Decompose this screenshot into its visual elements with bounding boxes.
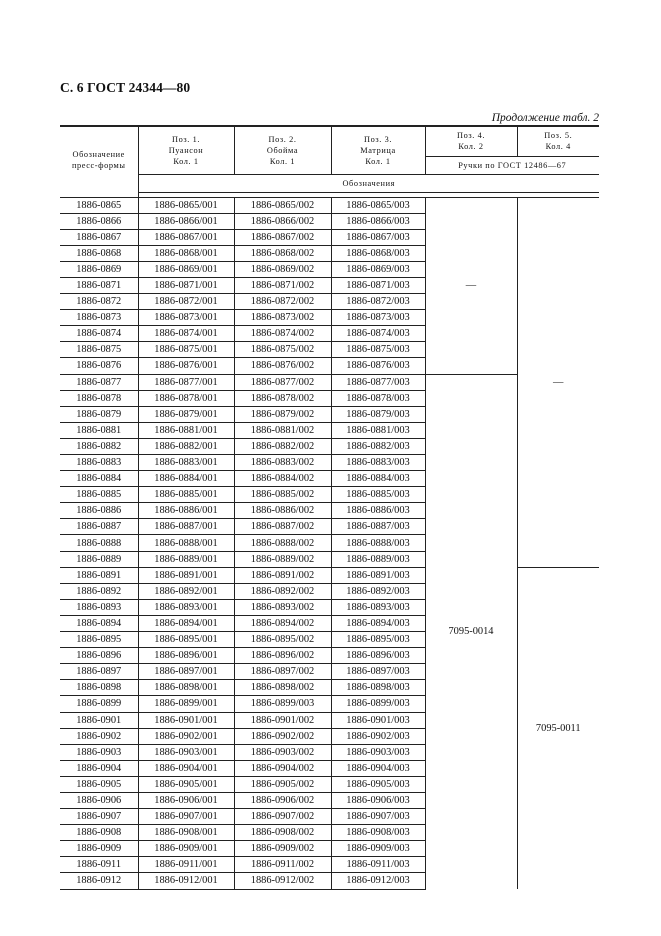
cell-punch: 1886-0899/001 bbox=[138, 696, 234, 712]
cell-die: 1886-0886/003 bbox=[331, 503, 425, 519]
cell-press-form: 1886-0889 bbox=[60, 551, 138, 567]
cell-press-form: 1886-0878 bbox=[60, 390, 138, 406]
table-row bbox=[60, 197, 599, 213]
cell-press-form: 1886-0892 bbox=[60, 583, 138, 599]
cell-holder: 1886-0895/002 bbox=[234, 632, 331, 648]
cell-punch: 1886-0887/001 bbox=[138, 519, 234, 535]
cell-press-form: 1886-0911 bbox=[60, 857, 138, 873]
header-line: Кол. 1 bbox=[365, 156, 391, 166]
cell-die: 1886-0901/003 bbox=[331, 712, 425, 728]
cell-holder: 1886-0868/002 bbox=[234, 245, 331, 261]
cell-pos4-handle: — bbox=[425, 197, 517, 374]
cell-press-form: 1886-0876 bbox=[60, 358, 138, 374]
cell-punch: 1886-0867/001 bbox=[138, 229, 234, 245]
cell-punch: 1886-0875/001 bbox=[138, 342, 234, 358]
cell-press-form: 1886-0906 bbox=[60, 792, 138, 808]
cell-holder: 1886-0879/002 bbox=[234, 406, 331, 422]
cell-holder: 1886-0891/002 bbox=[234, 567, 331, 583]
cell-die: 1886-0905/003 bbox=[331, 776, 425, 792]
cell-press-form: 1886-0888 bbox=[60, 535, 138, 551]
cell-holder: 1886-0872/002 bbox=[234, 294, 331, 310]
cell-holder: 1886-0901/002 bbox=[234, 712, 331, 728]
cell-holder: 1886-0899/003 bbox=[234, 696, 331, 712]
cell-pos5-handle: — bbox=[517, 197, 599, 567]
cell-die: 1886-0896/003 bbox=[331, 648, 425, 664]
cell-holder: 1886-0892/002 bbox=[234, 583, 331, 599]
header-line: Кол. 1 bbox=[269, 156, 296, 166]
cell-holder: 1886-0867/002 bbox=[234, 229, 331, 245]
cell-press-form: 1886-0872 bbox=[60, 294, 138, 310]
cell-punch: 1886-0874/001 bbox=[138, 326, 234, 342]
cell-holder: 1886-0907/002 bbox=[234, 809, 331, 825]
cell-holder: 1886-0876/002 bbox=[234, 358, 331, 374]
cell-punch: 1886-0895/001 bbox=[138, 632, 234, 648]
cell-press-form: 1886-0868 bbox=[60, 245, 138, 261]
cell-press-form: 1886-0908 bbox=[60, 825, 138, 841]
cell-punch: 1886-0894/001 bbox=[138, 615, 234, 631]
cell-holder: 1886-0887/002 bbox=[234, 519, 331, 535]
cell-holder: 1886-0905/002 bbox=[234, 776, 331, 792]
cell-press-form: 1886-0909 bbox=[60, 841, 138, 857]
cell-die: 1886-0898/003 bbox=[331, 680, 425, 696]
header-line: пресс-формы bbox=[71, 160, 126, 170]
cell-press-form: 1886-0904 bbox=[60, 760, 138, 776]
cell-die: 1886-0889/003 bbox=[331, 551, 425, 567]
cell-holder: 1886-0874/002 bbox=[234, 326, 331, 342]
cell-die: 1886-0902/003 bbox=[331, 728, 425, 744]
cell-press-form: 1886-0879 bbox=[60, 406, 138, 422]
column-header-press-form bbox=[60, 126, 138, 192]
cell-die: 1886-0906/003 bbox=[331, 792, 425, 808]
cell-press-form: 1886-0875 bbox=[60, 342, 138, 358]
cell-press-form: 1886-0895 bbox=[60, 632, 138, 648]
table-row bbox=[60, 567, 599, 583]
cell-die: 1886-0866/003 bbox=[331, 213, 425, 229]
table-header bbox=[60, 126, 599, 197]
cell-die: 1886-0907/003 bbox=[331, 809, 425, 825]
page-header: С. 6 ГОСТ 24344—80 bbox=[60, 80, 191, 95]
cell-holder: 1886-0875/002 bbox=[234, 342, 331, 358]
cell-holder: 1886-0888/002 bbox=[234, 535, 331, 551]
cell-punch: 1886-0868/001 bbox=[138, 245, 234, 261]
cell-holder: 1886-0902/002 bbox=[234, 728, 331, 744]
cell-press-form: 1886-0874 bbox=[60, 326, 138, 342]
cell-die: 1886-0893/003 bbox=[331, 599, 425, 615]
cell-die: 1886-0879/003 bbox=[331, 406, 425, 422]
cell-press-form: 1886-0884 bbox=[60, 471, 138, 487]
cell-punch: 1886-0892/001 bbox=[138, 583, 234, 599]
cell-die: 1886-0909/003 bbox=[331, 841, 425, 857]
cell-die: 1886-0883/003 bbox=[331, 455, 425, 471]
column-header-holder bbox=[234, 126, 331, 174]
cell-die: 1886-0874/003 bbox=[331, 326, 425, 342]
cell-punch: 1886-0907/001 bbox=[138, 809, 234, 825]
cell-punch: 1886-0876/001 bbox=[138, 358, 234, 374]
table-continuation-label: Продолжение табл. 2 bbox=[491, 112, 599, 124]
specification-table bbox=[60, 125, 599, 890]
cell-holder: 1886-0877/002 bbox=[234, 374, 331, 390]
cell-die: 1886-0908/003 bbox=[331, 825, 425, 841]
cell-press-form: 1886-0896 bbox=[60, 648, 138, 664]
cell-die: 1886-0903/003 bbox=[331, 744, 425, 760]
header-line: Матрица bbox=[360, 145, 396, 155]
cell-press-form: 1886-0881 bbox=[60, 422, 138, 438]
header-line: Поз. 1. bbox=[172, 134, 200, 144]
cell-punch: 1886-0888/001 bbox=[138, 535, 234, 551]
cell-holder: 1886-0894/002 bbox=[234, 615, 331, 631]
cell-die: 1886-0871/003 bbox=[331, 277, 425, 293]
cell-press-form: 1886-0902 bbox=[60, 728, 138, 744]
cell-press-form: 1886-0871 bbox=[60, 277, 138, 293]
cell-punch: 1886-0865/001 bbox=[138, 197, 234, 213]
cell-pos4-handle: 7095-0014 bbox=[425, 374, 517, 889]
cell-punch: 1886-0903/001 bbox=[138, 744, 234, 760]
cell-press-form: 1886-0885 bbox=[60, 487, 138, 503]
cell-die: 1886-0895/003 bbox=[331, 632, 425, 648]
cell-press-form: 1886-0883 bbox=[60, 455, 138, 471]
cell-press-form: 1886-0903 bbox=[60, 744, 138, 760]
cell-press-form: 1886-0905 bbox=[60, 776, 138, 792]
header-line: Поз. 3. bbox=[364, 134, 392, 144]
header-line: Кол. 4 bbox=[545, 142, 571, 152]
cell-die: 1886-0877/003 bbox=[331, 374, 425, 390]
cell-holder: 1886-0882/002 bbox=[234, 438, 331, 454]
cell-punch: 1886-0872/001 bbox=[138, 294, 234, 310]
cell-holder: 1886-0878/002 bbox=[234, 390, 331, 406]
cell-die: 1886-0882/003 bbox=[331, 438, 425, 454]
cell-press-form: 1886-0877 bbox=[60, 374, 138, 390]
cell-holder: 1886-0871/002 bbox=[234, 277, 331, 293]
cell-press-form: 1886-0899 bbox=[60, 696, 138, 712]
cell-die: 1886-0891/003 bbox=[331, 567, 425, 583]
cell-holder: 1886-0908/002 bbox=[234, 825, 331, 841]
cell-holder: 1886-0885/002 bbox=[234, 487, 331, 503]
cell-holder: 1886-0865/002 bbox=[234, 197, 331, 213]
cell-holder: 1886-0903/002 bbox=[234, 744, 331, 760]
header-line: Обойма bbox=[266, 145, 299, 155]
header-line: Кол. 2 bbox=[458, 142, 484, 152]
cell-die: 1886-0892/003 bbox=[331, 583, 425, 599]
cell-press-form: 1886-0897 bbox=[60, 664, 138, 680]
cell-die: 1886-0868/003 bbox=[331, 245, 425, 261]
cell-punch: 1886-0908/001 bbox=[138, 825, 234, 841]
cell-die: 1886-0875/003 bbox=[331, 342, 425, 358]
handles-standard-header: Ручки по ГОСТ 12486—67 bbox=[425, 156, 599, 174]
cell-press-form: 1886-0882 bbox=[60, 438, 138, 454]
cell-punch: 1886-0912/001 bbox=[138, 873, 234, 889]
cell-punch: 1886-0902/001 bbox=[138, 728, 234, 744]
cell-press-form: 1886-0898 bbox=[60, 680, 138, 696]
header-line: Поз. 4. bbox=[457, 131, 485, 141]
header-line: Обозначение bbox=[72, 149, 125, 159]
cell-press-form: 1886-0901 bbox=[60, 712, 138, 728]
cell-punch: 1886-0873/001 bbox=[138, 310, 234, 326]
cell-die: 1886-0897/003 bbox=[331, 664, 425, 680]
cell-press-form: 1886-0865 bbox=[60, 197, 138, 213]
header-line: Пуансон bbox=[168, 145, 204, 155]
cell-holder: 1886-0904/002 bbox=[234, 760, 331, 776]
column-header-pos4 bbox=[425, 126, 517, 156]
column-header-punch bbox=[138, 126, 234, 174]
cell-die: 1886-0876/003 bbox=[331, 358, 425, 374]
designations-header: Обозначения bbox=[138, 174, 599, 192]
cell-press-form: 1886-0886 bbox=[60, 503, 138, 519]
cell-holder: 1886-0912/002 bbox=[234, 873, 331, 889]
cell-holder: 1886-0889/002 bbox=[234, 551, 331, 567]
cell-press-form: 1886-0907 bbox=[60, 809, 138, 825]
column-header-die bbox=[331, 126, 425, 174]
cell-punch: 1886-0898/001 bbox=[138, 680, 234, 696]
header-line: Кол. 1 bbox=[173, 156, 199, 166]
cell-die: 1886-0899/003 bbox=[331, 696, 425, 712]
cell-punch: 1886-0904/001 bbox=[138, 760, 234, 776]
cell-holder: 1886-0866/002 bbox=[234, 213, 331, 229]
cell-die: 1886-0887/003 bbox=[331, 519, 425, 535]
cell-holder: 1886-0909/002 bbox=[234, 841, 331, 857]
cell-punch: 1886-0882/001 bbox=[138, 438, 234, 454]
cell-press-form: 1886-0869 bbox=[60, 261, 138, 277]
cell-die: 1886-0881/003 bbox=[331, 422, 425, 438]
cell-holder: 1886-0869/002 bbox=[234, 261, 331, 277]
cell-punch: 1886-0886/001 bbox=[138, 503, 234, 519]
cell-holder: 1886-0883/002 bbox=[234, 455, 331, 471]
cell-holder: 1886-0906/002 bbox=[234, 792, 331, 808]
cell-punch: 1886-0877/001 bbox=[138, 374, 234, 390]
cell-die: 1886-0867/003 bbox=[331, 229, 425, 245]
cell-punch: 1886-0891/001 bbox=[138, 567, 234, 583]
cell-punch: 1886-0884/001 bbox=[138, 471, 234, 487]
table-body bbox=[60, 197, 599, 889]
cell-press-form: 1886-0887 bbox=[60, 519, 138, 535]
header-line: Поз. 2. bbox=[268, 134, 297, 144]
cell-holder: 1886-0898/002 bbox=[234, 680, 331, 696]
cell-punch: 1886-0909/001 bbox=[138, 841, 234, 857]
column-header-pos5 bbox=[517, 126, 599, 156]
cell-punch: 1886-0889/001 bbox=[138, 551, 234, 567]
cell-die: 1886-0878/003 bbox=[331, 390, 425, 406]
cell-die: 1886-0884/003 bbox=[331, 471, 425, 487]
cell-die: 1886-0888/003 bbox=[331, 535, 425, 551]
cell-punch: 1886-0885/001 bbox=[138, 487, 234, 503]
cell-punch: 1886-0901/001 bbox=[138, 712, 234, 728]
cell-holder: 1886-0897/002 bbox=[234, 664, 331, 680]
cell-punch: 1886-0897/001 bbox=[138, 664, 234, 680]
cell-die: 1886-0912/003 bbox=[331, 873, 425, 889]
cell-die: 1886-0885/003 bbox=[331, 487, 425, 503]
cell-punch: 1886-0883/001 bbox=[138, 455, 234, 471]
cell-die: 1886-0873/003 bbox=[331, 310, 425, 326]
cell-holder: 1886-0893/002 bbox=[234, 599, 331, 615]
cell-die: 1886-0872/003 bbox=[331, 294, 425, 310]
cell-punch: 1886-0871/001 bbox=[138, 277, 234, 293]
cell-punch: 1886-0878/001 bbox=[138, 390, 234, 406]
cell-punch: 1886-0881/001 bbox=[138, 422, 234, 438]
cell-holder: 1886-0881/002 bbox=[234, 422, 331, 438]
cell-punch: 1886-0911/001 bbox=[138, 857, 234, 873]
cell-die: 1886-0869/003 bbox=[331, 261, 425, 277]
cell-press-form: 1886-0891 bbox=[60, 567, 138, 583]
cell-press-form: 1886-0893 bbox=[60, 599, 138, 615]
cell-holder: 1886-0886/002 bbox=[234, 503, 331, 519]
cell-press-form: 1886-0894 bbox=[60, 615, 138, 631]
cell-die: 1886-0904/003 bbox=[331, 760, 425, 776]
cell-press-form: 1886-0866 bbox=[60, 213, 138, 229]
cell-die: 1886-0865/003 bbox=[331, 197, 425, 213]
cell-punch: 1886-0896/001 bbox=[138, 648, 234, 664]
cell-press-form: 1886-0912 bbox=[60, 873, 138, 889]
cell-punch: 1886-0866/001 bbox=[138, 213, 234, 229]
cell-holder: 1886-0911/002 bbox=[234, 857, 331, 873]
cell-holder: 1886-0873/002 bbox=[234, 310, 331, 326]
cell-press-form: 1886-0873 bbox=[60, 310, 138, 326]
specification-table-wrapper bbox=[60, 125, 599, 890]
header-line: Поз. 5. bbox=[544, 131, 573, 141]
cell-punch: 1886-0869/001 bbox=[138, 261, 234, 277]
cell-punch: 1886-0879/001 bbox=[138, 406, 234, 422]
cell-die: 1886-0911/003 bbox=[331, 857, 425, 873]
cell-holder: 1886-0884/002 bbox=[234, 471, 331, 487]
cell-press-form: 1886-0867 bbox=[60, 229, 138, 245]
cell-holder: 1886-0896/002 bbox=[234, 648, 331, 664]
cell-punch: 1886-0906/001 bbox=[138, 792, 234, 808]
cell-pos5-handle: 7095-0011 bbox=[517, 567, 599, 889]
cell-punch: 1886-0905/001 bbox=[138, 776, 234, 792]
cell-die: 1886-0894/003 bbox=[331, 615, 425, 631]
cell-punch: 1886-0893/001 bbox=[138, 599, 234, 615]
